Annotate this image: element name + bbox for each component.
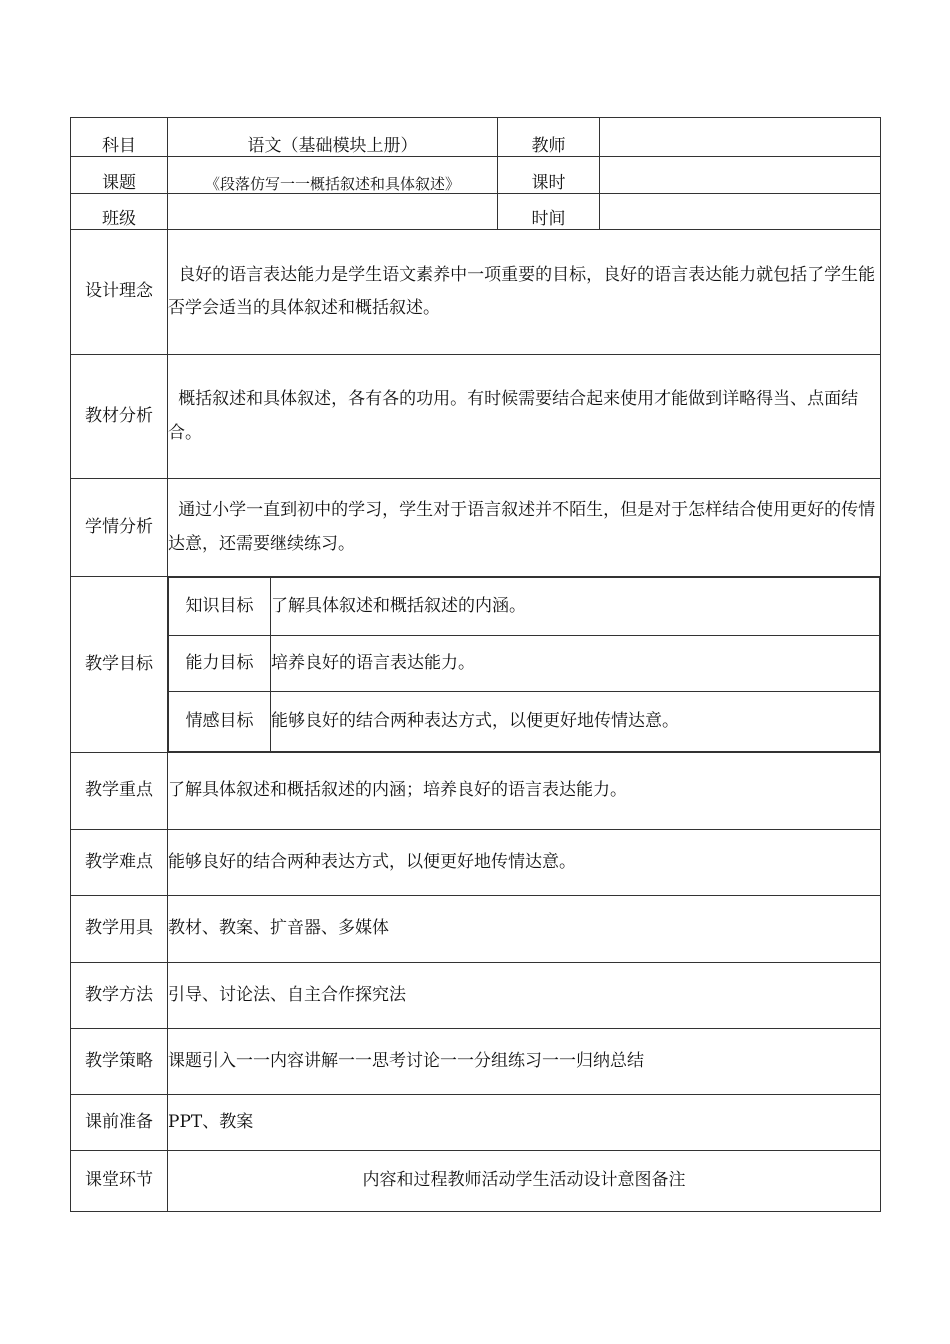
prep-text: PPT、教案 [168,1095,881,1151]
topic-row [71,157,881,194]
design-label: 设计理念 [71,230,168,355]
material-label: 教材分析 [71,355,168,479]
strategy-label: 教学策略 [71,1029,168,1095]
prep-row [71,1095,881,1151]
goals-subtable [168,577,880,752]
key-text: 了解具体叙述和概括叙述的内涵；培养良好的语言表达能力。 [168,753,881,830]
subject-row [71,118,881,157]
class-value [168,194,498,230]
topic-label: 课题 [71,157,168,194]
methods-label: 教学方法 [71,963,168,1029]
class-row [71,194,881,230]
lesson-plan-table [70,117,881,1212]
difficult-label: 教学难点 [71,830,168,896]
key-label: 教学重点 [71,753,168,830]
teacher-label: 教师 [498,118,600,157]
teacher-value [600,118,881,157]
learner-label: 学情分析 [71,479,168,577]
prep-label: 课前准备 [71,1095,168,1151]
design-row [71,230,881,355]
tools-row [71,896,881,963]
strategy-row [71,1029,881,1095]
knowledge-goal-label: 知识目标 [169,578,271,636]
tools-label: 教学用具 [71,896,168,963]
time-label: 时间 [498,194,600,230]
methods-text: 引导、讨论法、自主合作探究法 [168,963,881,1029]
class-label: 班级 [71,194,168,230]
period-value [600,157,881,194]
ability-goal-text: 培养良好的语言表达能力。 [271,636,880,692]
goal-ability-row [169,636,880,692]
emotion-goal-label: 情感目标 [169,692,271,752]
emotion-goal-text: 能够良好的结合两种表达方式，以便更好地传情达意。 [271,692,880,752]
goal-emotion-row [169,692,880,752]
subject-label: 科目 [71,118,168,157]
goal-knowledge-row [169,578,880,636]
strategy-text: 课题引入一一内容讲解一一思考讨论一一分组练习一一归纳总结 [168,1029,881,1095]
process-label: 课堂环节 [71,1151,168,1212]
knowledge-goal-text: 了解具体叙述和概括叙述的内涵。 [271,578,880,636]
process-row [71,1151,881,1212]
topic-value: 《段落仿写一一概括叙述和具体叙述》 [168,157,498,194]
material-text: 概括叙述和具体叙述，各有各的功用。有时候需要结合起来使用才能做到详略得当、点面结合。 [168,355,881,479]
methods-row [71,963,881,1029]
difficult-text: 能够良好的结合两种表达方式，以便更好地传情达意。 [168,830,881,896]
goals-label: 教学目标 [71,577,168,753]
period-label: 课时 [498,157,600,194]
learner-row [71,479,881,577]
goals-cell [168,577,881,753]
process-text: 内容和过程教师活动学生活动设计意图备注 [168,1151,881,1212]
subject-value: 语文（基础模块上册） [168,118,498,157]
material-row [71,355,881,479]
difficult-row [71,830,881,896]
time-value [600,194,881,230]
learner-text: 通过小学一直到初中的学习，学生对于语言叙述并不陌生，但是对于怎样结合使用更好的传情达意，还需要继续练习。 [168,479,881,577]
goals-row [71,577,881,753]
ability-goal-label: 能力目标 [169,636,271,692]
tools-text: 教材、教案、扩音器、多媒体 [168,896,881,963]
key-row [71,753,881,830]
design-text: 良好的语言表达能力是学生语文素养中一项重要的目标，良好的语言表达能力就包括了学生能否学会适当的具体叙述和概括叙述。 [168,230,881,355]
